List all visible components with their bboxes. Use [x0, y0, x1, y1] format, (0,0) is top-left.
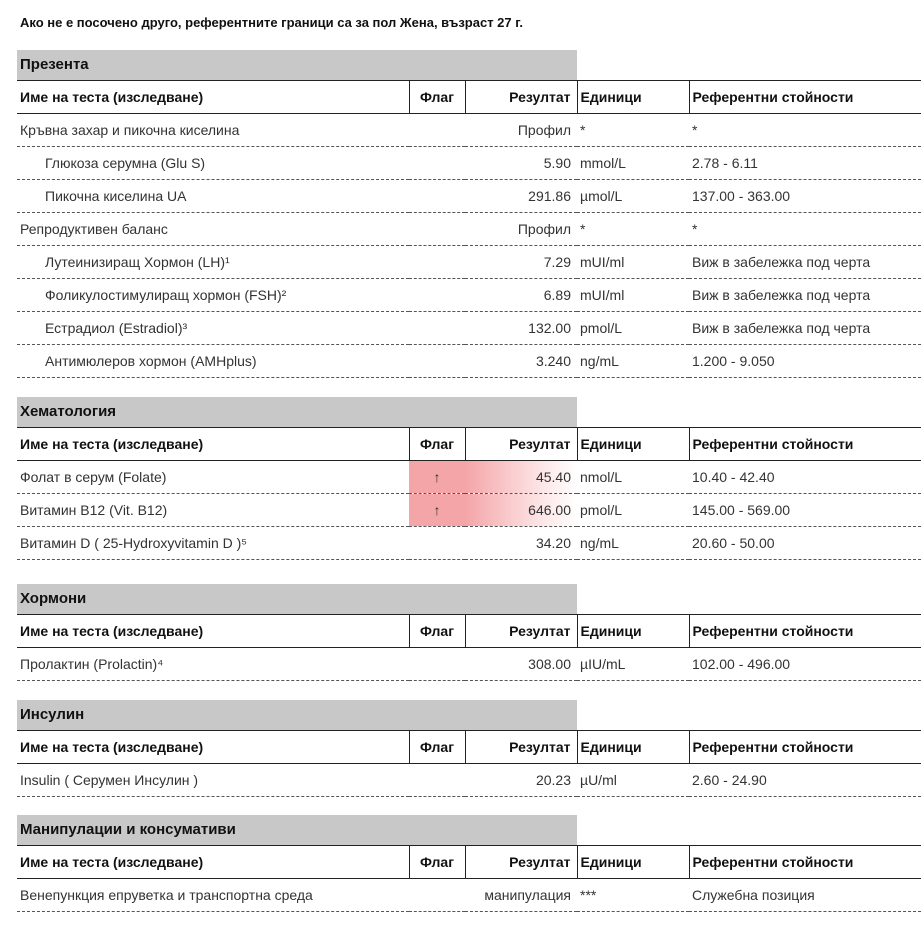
- test-units: *: [577, 213, 689, 246]
- test-result: 5.90: [465, 147, 577, 180]
- col-header-flag: Флаг: [409, 615, 465, 648]
- section-procedures: [17, 815, 921, 912]
- test-name: Фоликулостимулиращ хормон (FSH)²: [17, 279, 409, 312]
- table-row: [17, 180, 921, 213]
- test-units: *: [577, 114, 689, 147]
- table-row: [17, 461, 921, 494]
- test-result: 6.89: [465, 279, 577, 312]
- test-flag: [409, 648, 465, 681]
- col-header-units: Единици: [577, 428, 689, 461]
- test-reference: Виж в забележка под черта: [689, 312, 921, 345]
- test-units: pmol/L: [577, 312, 689, 345]
- col-header-reference: Референтни стойности: [689, 731, 921, 764]
- test-name: Пикочна киселина UA: [17, 180, 409, 213]
- test-units: µmol/L: [577, 180, 689, 213]
- test-flag: [409, 147, 465, 180]
- test-flag: [409, 345, 465, 378]
- table-header-row: [17, 615, 921, 648]
- table-row: [17, 494, 921, 527]
- table-row: [17, 527, 921, 560]
- table-row: [17, 114, 921, 147]
- table-row: [17, 345, 921, 378]
- test-flag: [409, 114, 465, 147]
- test-name: Витамин B12 (Vit. B12): [17, 494, 409, 527]
- section-hormones: [17, 584, 921, 681]
- section-title: Презента: [17, 50, 577, 80]
- test-result: 308.00: [465, 648, 577, 681]
- results-table: [17, 730, 921, 797]
- section-title: Хормони: [17, 584, 577, 614]
- test-units: mmol/L: [577, 147, 689, 180]
- col-header-units: Единици: [577, 731, 689, 764]
- section-hematology: [17, 397, 921, 560]
- test-name: Кръвна захар и пикочна киселина: [17, 114, 409, 147]
- section-title: Инсулин: [17, 700, 577, 730]
- test-units: nmol/L: [577, 461, 689, 494]
- section-insulin: [17, 700, 921, 797]
- test-result: Профил: [465, 213, 577, 246]
- test-name: Глюкоза серумна (Glu S): [17, 147, 409, 180]
- test-result: манипулация: [465, 879, 577, 912]
- test-flag: [409, 527, 465, 560]
- col-header-name: Име на теста (изследване): [17, 81, 409, 114]
- table-header-row: [17, 731, 921, 764]
- col-header-name: Име на теста (изследване): [17, 731, 409, 764]
- test-reference: 2.78 - 6.11: [689, 147, 921, 180]
- test-name: Insulin ( Серумен Инсулин ): [17, 764, 409, 797]
- table-header-row: [17, 428, 921, 461]
- test-units: mUI/ml: [577, 279, 689, 312]
- col-header-result: Резултат: [465, 731, 577, 764]
- test-flag: [409, 246, 465, 279]
- results-table: [17, 80, 921, 378]
- table-row: [17, 312, 921, 345]
- results-table: [17, 845, 921, 912]
- table-header-row: [17, 81, 921, 114]
- col-header-reference: Референтни стойности: [689, 81, 921, 114]
- section-presenta: [17, 50, 921, 378]
- test-reference: *: [689, 213, 921, 246]
- col-header-units: Единици: [577, 81, 689, 114]
- test-flag: [409, 312, 465, 345]
- test-reference: Виж в забележка под черта: [689, 246, 921, 279]
- test-units: µU/ml: [577, 764, 689, 797]
- test-result: 3.240: [465, 345, 577, 378]
- test-name: Лутеинизиращ Хормон (LH)¹: [17, 246, 409, 279]
- table-row: [17, 879, 921, 912]
- test-name: Витамин D ( 25-Hydroxyvitamin D )⁵: [17, 527, 409, 560]
- col-header-name: Име на теста (изследване): [17, 428, 409, 461]
- test-reference: Служебна позиция: [689, 879, 921, 912]
- section-title: Манипулации и консумативи: [17, 815, 577, 845]
- test-name: Пролактин (Prolactin)⁴: [17, 648, 409, 681]
- test-units: pmol/L: [577, 494, 689, 527]
- reference-note: Ако не е посочено друго, референтните граници са за пол Жена, възраст 27 г.: [20, 15, 523, 30]
- test-result: 646.00: [465, 494, 577, 527]
- test-result: 132.00: [465, 312, 577, 345]
- test-reference: 2.60 - 24.90: [689, 764, 921, 797]
- results-table: [17, 614, 921, 681]
- high-flag-icon: ↑: [409, 461, 465, 494]
- col-header-result: Резултат: [465, 615, 577, 648]
- test-units: µIU/mL: [577, 648, 689, 681]
- high-flag-icon: ↑: [409, 494, 465, 527]
- col-header-name: Име на теста (изследване): [17, 846, 409, 879]
- test-flag: [409, 764, 465, 797]
- col-header-name: Име на теста (изследване): [17, 615, 409, 648]
- test-result: 7.29: [465, 246, 577, 279]
- test-name: Фолат в серум (Folate): [17, 461, 409, 494]
- test-result: Профил: [465, 114, 577, 147]
- test-flag: [409, 879, 465, 912]
- section-title: Хематология: [17, 397, 577, 427]
- test-name: Венепункция епруветка и транспортна среда: [17, 879, 409, 912]
- test-units: mUI/ml: [577, 246, 689, 279]
- col-header-flag: Флаг: [409, 846, 465, 879]
- test-units: ng/mL: [577, 345, 689, 378]
- test-name: Репродуктивен баланс: [17, 213, 409, 246]
- test-reference: *: [689, 114, 921, 147]
- test-result: 20.23: [465, 764, 577, 797]
- col-header-result: Резултат: [465, 428, 577, 461]
- col-header-reference: Референтни стойности: [689, 428, 921, 461]
- test-reference: 20.60 - 50.00: [689, 527, 921, 560]
- col-header-result: Резултат: [465, 846, 577, 879]
- test-flag: [409, 279, 465, 312]
- table-row: [17, 147, 921, 180]
- table-header-row: [17, 846, 921, 879]
- test-reference: 1.200 - 9.050: [689, 345, 921, 378]
- test-reference: Виж в забележка под черта: [689, 279, 921, 312]
- col-header-reference: Референтни стойности: [689, 615, 921, 648]
- test-result: 45.40: [465, 461, 577, 494]
- col-header-units: Единици: [577, 846, 689, 879]
- test-reference: 145.00 - 569.00: [689, 494, 921, 527]
- test-name: Антимюлеров хормон (AMHplus): [17, 345, 409, 378]
- col-header-flag: Флаг: [409, 428, 465, 461]
- table-row: [17, 764, 921, 797]
- test-units: ng/mL: [577, 527, 689, 560]
- test-reference: 10.40 - 42.40: [689, 461, 921, 494]
- test-reference: 137.00 - 363.00: [689, 180, 921, 213]
- col-header-flag: Флаг: [409, 81, 465, 114]
- table-row: [17, 246, 921, 279]
- test-flag: [409, 180, 465, 213]
- test-result: 291.86: [465, 180, 577, 213]
- col-header-units: Единици: [577, 615, 689, 648]
- test-flag: [409, 213, 465, 246]
- col-header-result: Резултат: [465, 81, 577, 114]
- col-header-flag: Флаг: [409, 731, 465, 764]
- results-table: [17, 427, 921, 560]
- table-row: [17, 213, 921, 246]
- test-units: ***: [577, 879, 689, 912]
- table-row: [17, 279, 921, 312]
- col-header-reference: Референтни стойности: [689, 846, 921, 879]
- test-reference: 102.00 - 496.00: [689, 648, 921, 681]
- test-result: 34.20: [465, 527, 577, 560]
- test-name: Естрадиол (Estradiol)³: [17, 312, 409, 345]
- table-row: [17, 648, 921, 681]
